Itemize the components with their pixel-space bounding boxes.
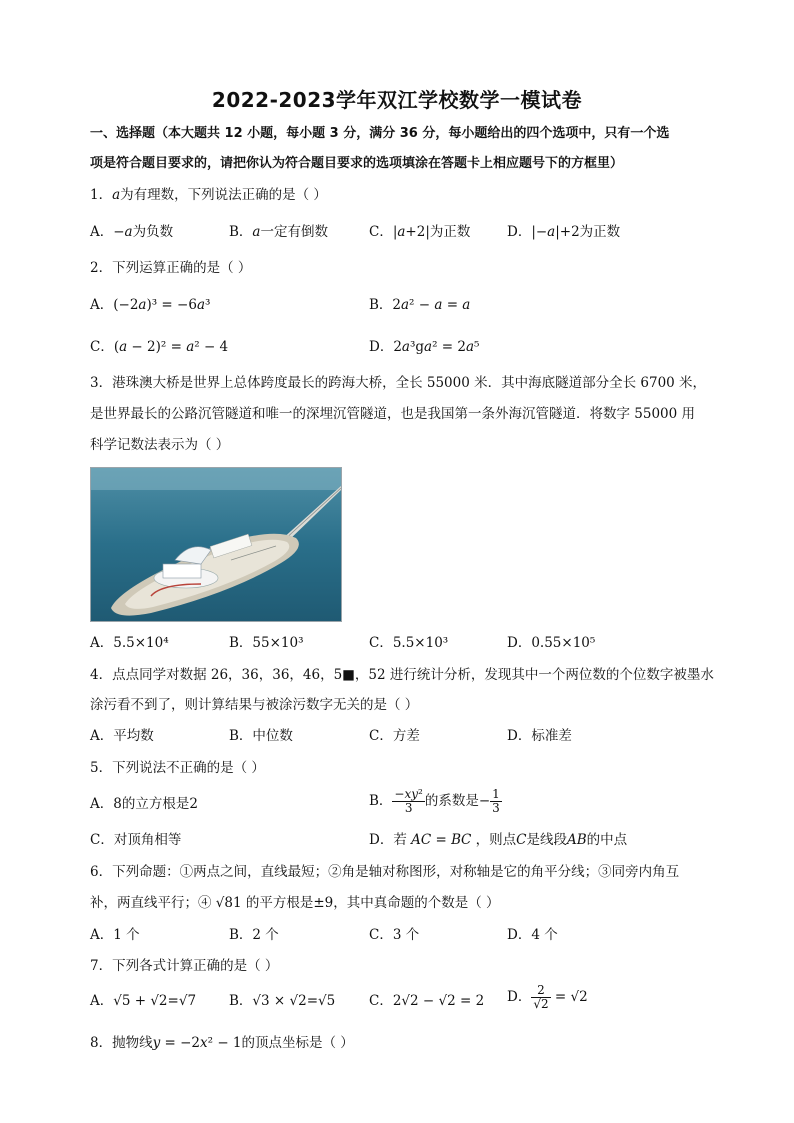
q5-stem: 5．下列说法不正确的是（ ） <box>90 760 265 776</box>
q3-stem-line1: 3．港珠澳大桥是世界上总体跨度最长的跨海大桥，全长 55000 米．其中海底隧道部分全长 6700 米， <box>90 375 707 391</box>
q6-stem-line1: 6．下列命题：①两点之间，直线最短；②角是轴对称图形，对称轴是它的角平分线；③同旁内角互 <box>90 864 680 880</box>
q5-option-b-fraction <box>392 788 424 815</box>
q5-option-b-fraction2 <box>490 788 502 815</box>
q4-option-c: C．方差 <box>369 728 420 744</box>
q3-stem-line3: 科学记数法表示为（ ） <box>90 437 230 453</box>
q4-option-d: D．标准差 <box>507 728 572 744</box>
bridge-island-illustration <box>91 468 341 621</box>
q5-option-b-mid: 的系数是− <box>424 793 491 809</box>
bridge-island-photo <box>90 467 342 622</box>
q6-option-b: B．2 个 <box>229 927 279 943</box>
q5-option-b-fraction-num: −𝑥𝑦² <box>394 787 423 801</box>
q5-option-d: D．若 𝐴𝐶 = 𝐵𝐶 ，则点𝐶是线段𝐴𝐵的中点 <box>369 832 628 848</box>
q1-stem: 1．𝑎为有理数，下列说法正确的是（ ） <box>90 187 327 203</box>
q3-stem-line2: 是世界最长的公路沉管隧道和唯一的深埋沉管隧道，也是我国第一条外海沉管隧道．将数字 55000 用 <box>90 406 696 422</box>
q3-option-d: D．0.55×10⁵ <box>507 635 596 651</box>
q5-option-b-fraction2-num: 1 <box>492 787 500 801</box>
q3-option-b: B．55×10³ <box>229 635 304 651</box>
q7-option-d-prefix: D． <box>507 989 532 1005</box>
q2-option-c: C．(𝑎 − 2)² = 𝑎² − 4 <box>90 339 229 355</box>
q5-option-a: A．8的立方根是2 <box>90 796 198 812</box>
q6-option-d: D．4 个 <box>507 927 558 943</box>
q5-option-b-fraction-den: 3 <box>404 801 413 815</box>
q2-option-b: B．2𝑎² − 𝑎 = 𝑎 <box>369 297 471 313</box>
q2-option-a: A．(−2𝑎)³ = −6𝑎³ <box>90 297 211 313</box>
q4-option-b: B．中位数 <box>229 728 293 744</box>
section-instructions-line2: 项是符合题目要求的，请把你认为符合题目要求的选项填涂在答题卡上相应题号下的方框里） <box>90 156 624 171</box>
q1-option-a: A．−𝑎为负数 <box>90 224 174 240</box>
q5-option-b-prefix: B． <box>369 793 393 809</box>
q7-option-d-fraction-num: 2 <box>531 984 550 998</box>
q5-option-b-fraction2-den: 3 <box>492 801 500 815</box>
q4-stem-line2: 涂污看不到了，则计算结果与被涂污数字无关的是（ ） <box>90 697 419 713</box>
q1-option-b: B．𝑎一定有倒数 <box>229 224 328 240</box>
q3-option-c: C．5.5×10³ <box>369 635 449 651</box>
q7-option-d-fraction-den: √2 <box>533 997 549 1011</box>
q6-option-c: C．3 个 <box>369 927 420 943</box>
q3-option-a: A．5.5×10⁴ <box>90 635 169 651</box>
q6-option-a: A．1 个 <box>90 927 140 943</box>
q7-option-b: B．√3 × √2=√5 <box>229 993 336 1009</box>
q6-stem-line2: 补，两直线平行；④ √81 的平方根是±9，其中真命题的个数是（ ） <box>90 895 500 911</box>
q8-stem: 8．抛物线𝑦 = −2𝑥² − 1的顶点坐标是（ ） <box>90 1035 354 1051</box>
q5-option-c: C．对顶角相等 <box>90 832 182 848</box>
q2-option-d: D．2𝑎³g𝑎² = 2𝑎⁵ <box>369 339 480 355</box>
q7-option-d-suffix: = √2 <box>550 989 588 1005</box>
q5-option-b <box>369 788 502 815</box>
q2-stem: 2．下列运算正确的是（ ） <box>90 260 252 276</box>
q1-option-c: C．|𝑎+2|为正数 <box>369 224 471 240</box>
q4-stem-line1: 4．点点同学对数据 26，36，36，46，5■，52 进行统计分析，发现其中一个两位数的个位数字被墨水 <box>90 667 714 683</box>
q1-option-d: D．|−𝑎|+2为正数 <box>507 224 621 240</box>
section-instructions-line1: 一、选择题（本大题共 12 小题，每小题 3 分，满分 36 分，每小题给出的四个选项中，只有一个选 <box>90 126 670 141</box>
q7-option-d-fraction <box>531 984 550 1011</box>
page-title: 2022-2023学年双江学校数学一模试卷 <box>211 88 583 112</box>
q7-option-c: C．2√2 − √2 = 2 <box>369 993 485 1009</box>
q7-option-d <box>507 984 588 1011</box>
q7-option-a: A．√5 + √2=√7 <box>90 993 197 1009</box>
q7-stem: 7．下列各式计算正确的是（ ） <box>90 958 279 974</box>
q4-option-a: A．平均数 <box>90 728 154 744</box>
